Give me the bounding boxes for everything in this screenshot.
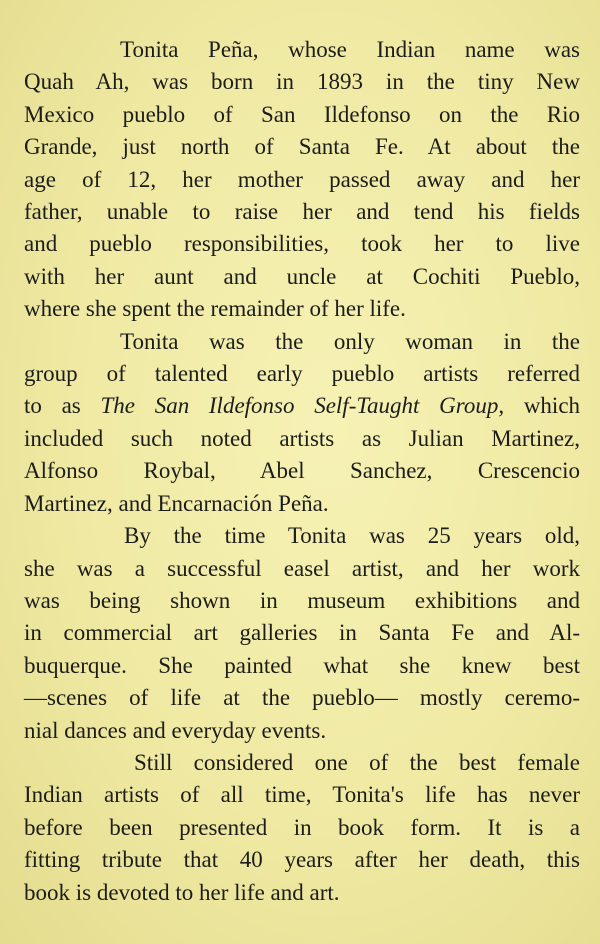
paragraph-3 <box>24 520 580 747</box>
text-line: father, unable to raise her and tend his fields <box>24 199 580 225</box>
paragraph-1 <box>24 34 580 326</box>
biography-text <box>24 34 580 909</box>
text-line: where she spent the remainder of her life. <box>24 296 406 322</box>
text-line: Martinez, and Encarnación Peña. <box>24 490 329 516</box>
text-line: Indian artists of all time, Tonita's life has never <box>24 782 580 808</box>
group-name-italic: The San Ildefonso Self-Taught Group, <box>100 393 505 419</box>
text-line: she was a successful easel artist, and her work <box>24 555 580 581</box>
text-line: Grande, just north of Santa Fe. At about the <box>24 134 580 160</box>
text-line: Tonita Peña, whose Indian name was <box>120 37 580 62</box>
text-line: Still considered one of the best female <box>134 749 580 775</box>
text-line: nial dances and everyday events. <box>24 717 327 743</box>
text-line: buquerque. She painted what she knew best <box>24 652 580 678</box>
text-line: fitting tribute that 40 years after her death, this <box>24 847 580 873</box>
paragraph-4 <box>24 747 580 909</box>
text-line: book is devoted to her life and art. <box>24 879 340 905</box>
paragraph-2 <box>24 326 580 520</box>
text-line: was being shown in museum exhibitions and <box>24 587 580 613</box>
text-line: Alfonso Roybal, Abel Sanchez, Crescencio <box>24 458 580 484</box>
text-fragment: which <box>523 393 581 419</box>
text-line: group of talented early pueblo artists referred <box>24 361 580 387</box>
text-line: included such noted artists as Julian Martinez, <box>24 425 580 451</box>
text-line: Mexico pueblo of San Ildefonso on the Rio <box>24 101 580 127</box>
text-line: Tonita was the only woman in the <box>120 328 580 354</box>
text-line: By the time Tonita was 25 years old, <box>124 523 580 549</box>
text-line: Quah Ah, was born in 1893 in the tiny New <box>24 69 580 95</box>
text-line: —scenes of life at the pueblo— mostly ceremo- <box>24 685 580 711</box>
text-line: age of 12, her mother passed away and her <box>24 166 580 192</box>
text-line: in commercial art galleries in Santa Fe and Al- <box>24 620 580 646</box>
text-fragment: to as <box>24 393 81 419</box>
text-line: with her aunt and uncle at Cochiti Pueblo, <box>24 263 580 289</box>
text-line: and pueblo responsibilities, took her to live <box>24 231 580 257</box>
text-line <box>24 390 580 422</box>
text-line: before been presented in book form. It is a <box>24 814 580 840</box>
